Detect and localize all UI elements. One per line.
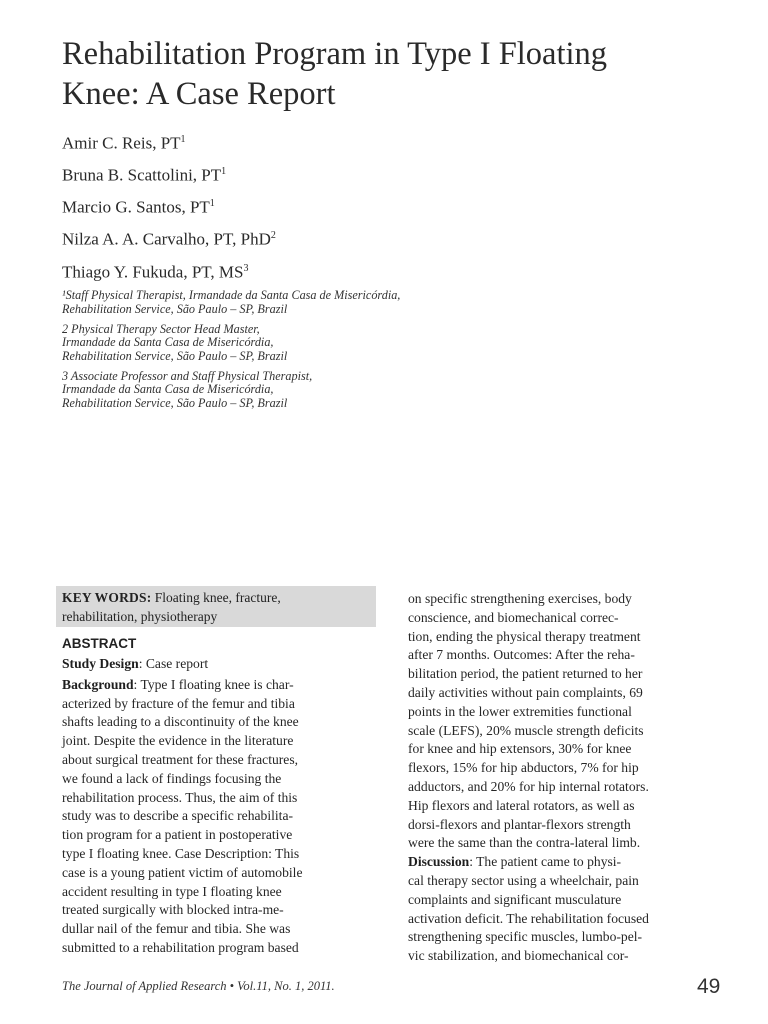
study-design: Study Design: Case report — [62, 656, 209, 671]
abstract-left-column — [62, 634, 374, 958]
page-number: 49 — [697, 975, 721, 998]
journal-footer: The Journal of Applied Research • Vol.11, No. 1, 2011. — [62, 979, 335, 993]
keywords-text: Floating knee, fracture, — [154, 590, 281, 605]
discussion-paragraph: Discussion: The patient came to physi- cal therapy sector using a wheelchair, pain complaints and significant musculature activation deficit. The rehabilitation focused strengthening specific muscles, lumbo-pel- vic stabilization, and biomechanical cor- — [408, 854, 649, 964]
affiliation: 2 Physical Therapy Sector Head Master, Irmandade da Santa Casa de Misericórdia, Rehabilitation Service, São Paulo – SP, Brazil — [62, 321, 288, 363]
affiliation: 3 Associate Professor and Staff Physical Therapist, Irmandade da Santa Casa de Misericórdia, Rehabilitation Service, São Paulo – SP, Brazil — [62, 368, 313, 410]
affiliation: ¹Staff Physical Therapist, Irmandade da Santa Casa de Misericórdia, Rehabilitation Service, São Paulo – SP, Brazil — [62, 288, 401, 316]
keywords-box — [56, 586, 376, 627]
affiliation-list — [62, 289, 562, 417]
title-line: Knee: A Case Report — [62, 76, 336, 112]
title-line: Rehabilitation Program in Type I Floating — [62, 36, 608, 72]
author-list — [62, 126, 562, 287]
author: Bruna B. Scattolini, $PT^1$ — [62, 165, 227, 185]
author: Nilza A. A. Carvalho, PT, PhD$^2$ — [62, 230, 276, 250]
keywords-text: rehabilitation, physiotherapy — [62, 608, 218, 624]
abstract-heading: ABSTRACT — [62, 636, 137, 651]
abstract-continuation: on specific strengthening exercises, body conscience, and biomechanical correc- tion, ending the physical therapy treatment after 7 months. Outcomes: After the reha- bilitation period, the patient returned to her daily activities without pain complaints, 69 points in the lower extremities functional scale (LEFS), 20% muscle strength deficits for knee and hip extensors, 30% for knee flexors, 15% for hip abductors, 7% for hip adductors, and 20% for hip internal rotators. Hip flexors and lateral rotators, as well as dorsi-flexors and plantar-flexors strength were the same than the contra-lateral limb. — [408, 591, 649, 851]
abstract-right-column — [408, 590, 718, 966]
author: Marcio G. Santos, $PT^1$ — [62, 197, 215, 217]
keywords-label: KEY WORDS: — [62, 590, 152, 605]
article-title — [62, 34, 742, 114]
author: Thiago Y. Fukuda, PT, $MS^3$ — [62, 262, 249, 282]
author: Amir C. Reis, $PT^1$ — [62, 133, 186, 153]
background-paragraph: Background: Type I floating knee is char- acterized by fracture of the femur and tibia shafts leading to a discontinuity of the knee joint. Despite the evidence in the literature about surgical treatment for these fractures, we found a lack of findings focusing the rehabilitation process. Thus, the aim of this study was to describe a specific rehabilita- tion program for a patient in postoperative type I floating knee. Case Description: This case is a young patient victim of automobile accident resulting in type I floating knee treated surgically with blocked intra-me- dullar nail of the femur and tibia. She was submitted to a rehabilitation program based — [62, 676, 303, 955]
